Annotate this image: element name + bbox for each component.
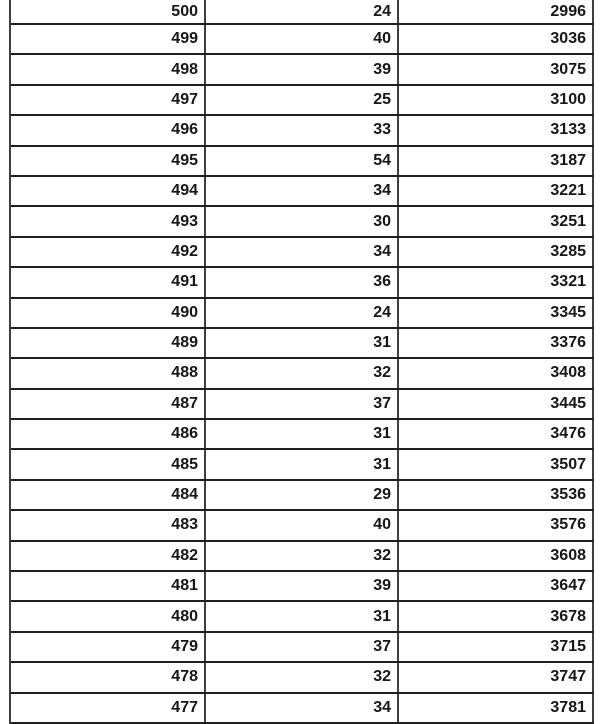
table-cell[interactable]: 31 <box>206 329 399 357</box>
table-row <box>11 420 594 450</box>
table-cell[interactable]: 25 <box>206 86 399 114</box>
table-cell[interactable]: 24 <box>206 299 399 327</box>
table-cell[interactable]: 32 <box>206 663 399 691</box>
table-row <box>11 238 594 268</box>
table-cell[interactable]: 3187 <box>399 147 594 175</box>
table-cell[interactable]: 483 <box>11 511 206 539</box>
table-cell[interactable]: 495 <box>11 147 206 175</box>
table-cell[interactable]: 3321 <box>399 268 594 296</box>
table-cell[interactable]: 486 <box>11 420 206 448</box>
table-cell[interactable]: 498 <box>11 55 206 83</box>
table-cell[interactable]: 496 <box>11 116 206 144</box>
table-row <box>11 663 594 693</box>
table-cell[interactable]: 481 <box>11 572 206 600</box>
table-cell[interactable]: 39 <box>206 572 399 600</box>
table-row <box>11 207 594 237</box>
table-cell[interactable]: 32 <box>206 542 399 570</box>
table-cell[interactable]: 39 <box>206 55 399 83</box>
table-cell[interactable]: 479 <box>11 633 206 661</box>
table-row <box>11 329 594 359</box>
table-cell[interactable]: 24 <box>206 0 399 23</box>
table-row <box>11 481 594 511</box>
table-cell[interactable]: 497 <box>11 86 206 114</box>
table-cell[interactable]: 3285 <box>399 238 594 266</box>
data-table <box>9 0 594 724</box>
table-cell[interactable]: 3345 <box>399 299 594 327</box>
table-cell[interactable]: 3251 <box>399 207 594 235</box>
table-row <box>11 268 594 298</box>
table-cell[interactable]: 36 <box>206 268 399 296</box>
table-cell[interactable]: 3536 <box>399 481 594 509</box>
table-cell[interactable]: 484 <box>11 481 206 509</box>
table-cell[interactable]: 3036 <box>399 25 594 53</box>
table-cell[interactable]: 3376 <box>399 329 594 357</box>
table-cell[interactable]: 3408 <box>399 359 594 387</box>
table-cell[interactable]: 489 <box>11 329 206 357</box>
table-cell[interactable]: 31 <box>206 420 399 448</box>
table-cell[interactable]: 3100 <box>399 86 594 114</box>
table-cell[interactable]: 490 <box>11 299 206 327</box>
table-cell[interactable]: 34 <box>206 694 399 722</box>
table-row <box>11 694 594 724</box>
table-row <box>11 116 594 146</box>
table-cell[interactable]: 34 <box>206 238 399 266</box>
table-cell[interactable]: 3747 <box>399 663 594 691</box>
table-row <box>11 0 594 25</box>
table-cell[interactable]: 37 <box>206 633 399 661</box>
table-cell[interactable]: 31 <box>206 450 399 478</box>
table-cell[interactable]: 40 <box>206 511 399 539</box>
table-cell[interactable]: 491 <box>11 268 206 296</box>
table-cell[interactable]: 31 <box>206 602 399 630</box>
table-row <box>11 55 594 85</box>
table-row <box>11 390 594 420</box>
table-cell[interactable]: 29 <box>206 481 399 509</box>
table-cell[interactable]: 492 <box>11 238 206 266</box>
table-cell[interactable]: 3576 <box>399 511 594 539</box>
table-cell[interactable]: 482 <box>11 542 206 570</box>
table-row <box>11 25 594 55</box>
table-row <box>11 542 594 572</box>
table-cell[interactable]: 3608 <box>399 542 594 570</box>
table-cell[interactable]: 32 <box>206 359 399 387</box>
table-cell[interactable]: 499 <box>11 25 206 53</box>
table-row <box>11 602 594 632</box>
table-cell[interactable]: 494 <box>11 177 206 205</box>
table-cell[interactable]: 40 <box>206 25 399 53</box>
table-cell[interactable]: 493 <box>11 207 206 235</box>
table-cell[interactable]: 33 <box>206 116 399 144</box>
table-cell[interactable]: 477 <box>11 694 206 722</box>
table-cell[interactable]: 3678 <box>399 602 594 630</box>
table-cell[interactable]: 3133 <box>399 116 594 144</box>
table-row <box>11 359 594 389</box>
table-row <box>11 633 594 663</box>
table-cell[interactable]: 3476 <box>399 420 594 448</box>
table-cell[interactable]: 54 <box>206 147 399 175</box>
table-row <box>11 299 594 329</box>
table-row <box>11 572 594 602</box>
table-cell[interactable]: 2996 <box>399 0 594 23</box>
table-row <box>11 147 594 177</box>
table-cell[interactable]: 30 <box>206 207 399 235</box>
table-cell[interactable]: 500 <box>11 0 206 23</box>
table-cell[interactable]: 480 <box>11 602 206 630</box>
table-cell[interactable]: 3507 <box>399 450 594 478</box>
table-cell[interactable]: 3647 <box>399 572 594 600</box>
table-row <box>11 86 594 116</box>
table-row <box>11 511 594 541</box>
table-cell[interactable]: 487 <box>11 390 206 418</box>
table-cell[interactable]: 3715 <box>399 633 594 661</box>
table-cell[interactable]: 478 <box>11 663 206 691</box>
table-cell[interactable]: 37 <box>206 390 399 418</box>
table-cell[interactable]: 3781 <box>399 694 594 722</box>
table-cell[interactable]: 488 <box>11 359 206 387</box>
table-cell[interactable]: 3445 <box>399 390 594 418</box>
table-cell[interactable]: 3221 <box>399 177 594 205</box>
table-cell[interactable]: 485 <box>11 450 206 478</box>
table-row <box>11 450 594 480</box>
table-cell[interactable]: 3075 <box>399 55 594 83</box>
table-row <box>11 177 594 207</box>
table-cell[interactable]: 34 <box>206 177 399 205</box>
